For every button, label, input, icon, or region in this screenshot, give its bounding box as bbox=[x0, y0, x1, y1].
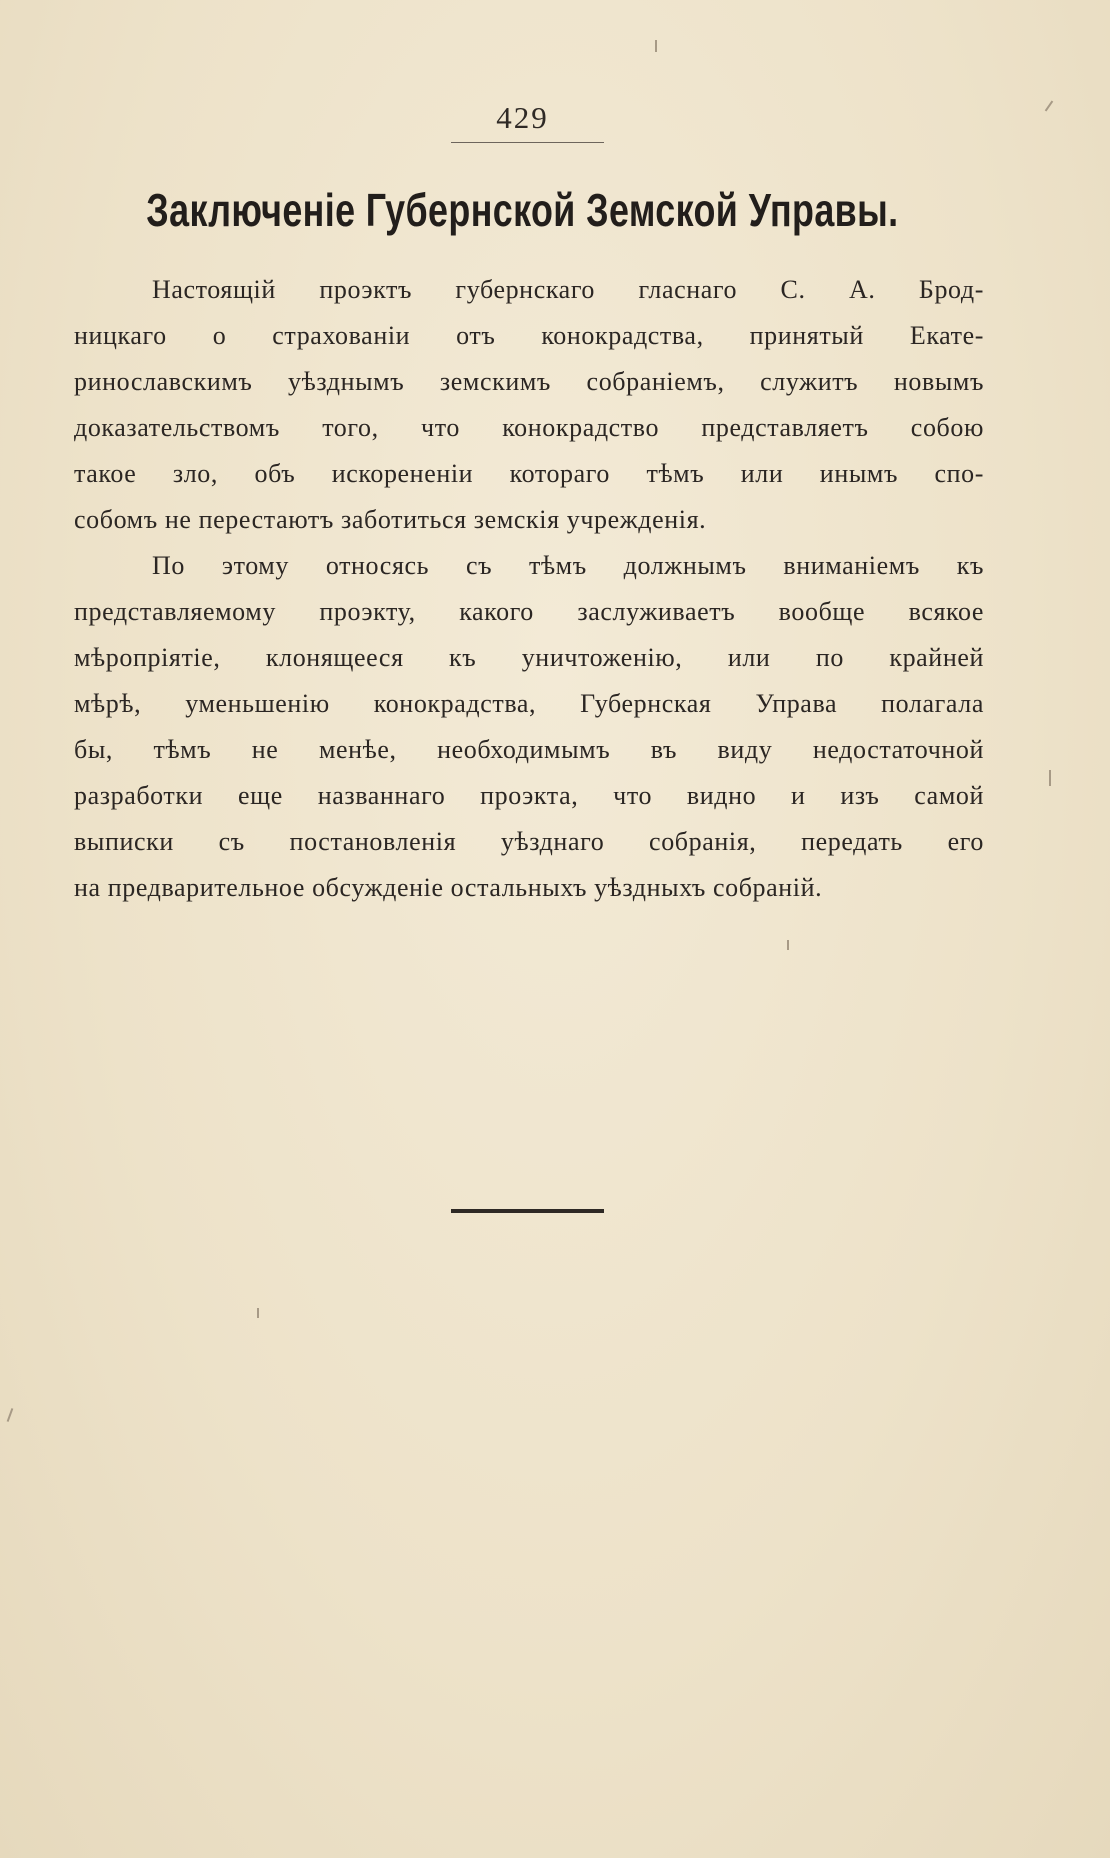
text-line: Настоящiй проэктъ губернскаго гласнаго С. А. Брод- bbox=[152, 275, 984, 304]
text-line: По этому относясь съ тѣмъ должнымъ вниманiемъ къ bbox=[152, 551, 984, 580]
paper-speck bbox=[655, 40, 657, 52]
text-line: такое зло, объ искорененiи котораго тѣмъ или инымъ спо- bbox=[74, 459, 984, 488]
page-title: Заключенiе Губернской Земской Управы. bbox=[146, 184, 899, 236]
paper-speck bbox=[1045, 101, 1054, 112]
text-line: мѣропрiятiе, клонящееся къ уничтоженiю, или по крайней bbox=[74, 643, 984, 672]
paper-speck bbox=[7, 1408, 14, 1422]
text-line: представляемому проэкту, какого заслуживаетъ вообще всякое bbox=[74, 597, 984, 626]
paragraph-1 bbox=[74, 267, 984, 543]
text-line: ринославскимъ уѣзднымъ земскимъ собранiемъ, служитъ новымъ bbox=[74, 367, 984, 396]
text-line: на предварительное обсужденiе остальныхъ уѣздныхъ собранiй. bbox=[74, 873, 823, 902]
text-line: мѣрѣ, уменьшенiю конокрадства, Губернская Управа полагала bbox=[74, 689, 984, 718]
paragraph-2 bbox=[74, 543, 984, 911]
paper-speck bbox=[1049, 770, 1051, 786]
text-line: доказательствомъ того, что конокрадство представляетъ собою bbox=[74, 413, 984, 442]
paper-speck bbox=[787, 940, 789, 950]
text-line: выписки съ постановленiя уѣзднаго собранiя, передать его bbox=[74, 827, 984, 856]
paper-speck bbox=[257, 1308, 259, 1318]
text-line: разработки еще названнаго проэкта, что видно и изъ самой bbox=[74, 781, 984, 810]
page-number-underline bbox=[451, 142, 604, 143]
page-number: 429 bbox=[496, 100, 549, 135]
text-line: ницкаго о страхованiи отъ конокрадства, принятый Екате- bbox=[74, 321, 984, 350]
text-line: бы, тѣмъ не менѣе, необходимымъ въ виду недостаточной bbox=[74, 735, 984, 764]
text-line: собомъ не перестаютъ заботиться земскiя учрежденiя. bbox=[74, 505, 707, 534]
end-rule bbox=[451, 1209, 604, 1213]
body-text bbox=[74, 267, 984, 911]
